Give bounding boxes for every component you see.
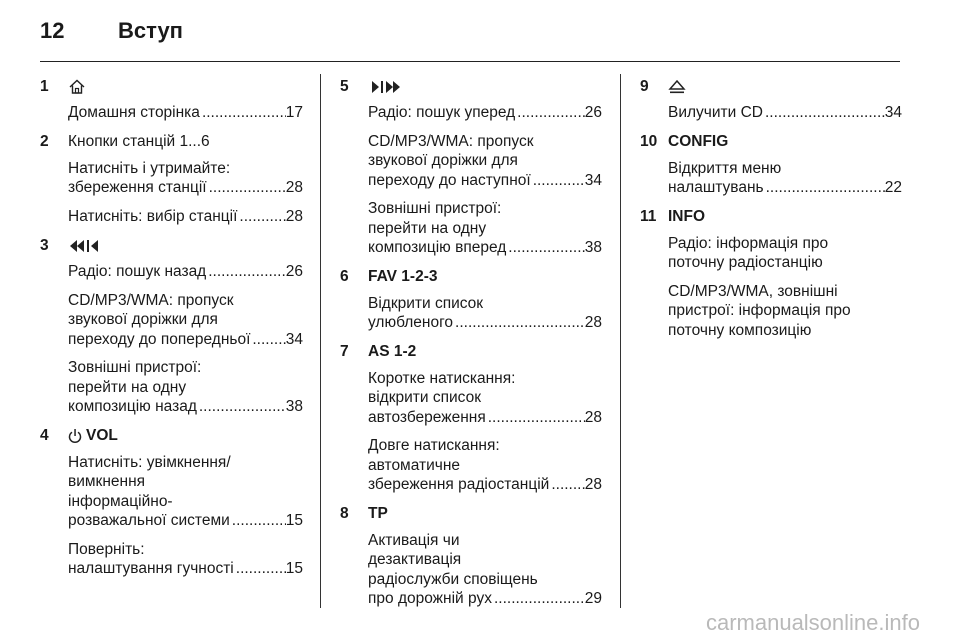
line-text: про дорожній рух bbox=[368, 590, 492, 607]
page-reference[interactable]: 38 bbox=[584, 239, 602, 256]
page-number: 12 bbox=[40, 18, 65, 43]
entry-description bbox=[668, 234, 902, 273]
entry-label: TP bbox=[368, 505, 388, 523]
entry-heading bbox=[340, 267, 602, 288]
entry-description bbox=[668, 103, 902, 123]
dot-leader bbox=[506, 238, 584, 258]
entry-10 bbox=[640, 132, 902, 198]
entry-label: INFO bbox=[668, 208, 706, 226]
toc-line bbox=[68, 511, 303, 531]
line-text: розважальної системи bbox=[68, 512, 230, 529]
line-text: CD/MP3/WMA: пропуск bbox=[368, 132, 534, 150]
page-reference[interactable]: 38 bbox=[285, 398, 303, 415]
page-reference[interactable]: 26 bbox=[584, 104, 602, 121]
entry-label: VOL bbox=[86, 427, 118, 445]
line-text: Вилучити CD bbox=[668, 104, 763, 121]
entry-number: 8 bbox=[340, 505, 349, 523]
line-text: улюбленого bbox=[368, 314, 454, 331]
page-reference[interactable]: 28 bbox=[584, 408, 602, 426]
dot-leader bbox=[764, 178, 885, 198]
entry-description bbox=[368, 369, 602, 428]
line-text: дезактивація bbox=[368, 551, 462, 568]
dot-leader bbox=[200, 103, 286, 123]
line-text: Відкриття меню bbox=[668, 159, 782, 177]
dot-leader bbox=[207, 178, 286, 198]
column-3 bbox=[640, 76, 902, 349]
dot-leader bbox=[486, 408, 585, 428]
toc-line bbox=[68, 178, 303, 198]
line-text: Зовнішні пристрої: bbox=[368, 200, 502, 217]
line-text: Натисніть і утримайте: bbox=[68, 159, 231, 177]
entry-11 bbox=[640, 207, 902, 341]
entry-description bbox=[68, 358, 303, 417]
entry-number: 10 bbox=[640, 133, 658, 151]
line-text: вимкнення bbox=[68, 473, 146, 490]
line-text: Натисніть: увімкнення/ bbox=[68, 453, 231, 471]
line-text: автозбереження bbox=[368, 408, 486, 426]
toc-line bbox=[668, 178, 902, 198]
entry-number: 4 bbox=[40, 427, 49, 445]
entry-heading bbox=[640, 76, 902, 97]
column-divider bbox=[620, 74, 621, 608]
entry-description bbox=[368, 531, 602, 609]
column-2 bbox=[340, 76, 602, 618]
entry-heading bbox=[40, 426, 303, 447]
seek-forward-icon bbox=[368, 79, 402, 95]
entry-number: 3 bbox=[40, 236, 49, 254]
entry-description bbox=[368, 103, 602, 123]
line-text: Коротке натискання: bbox=[368, 369, 516, 387]
line-text: Поверніть: bbox=[68, 540, 145, 558]
home-icon bbox=[68, 78, 86, 96]
dot-leader bbox=[492, 589, 585, 609]
line-text: звукової доріжки для bbox=[368, 152, 518, 169]
line-text: CD/MP3/WMA, зовнішні bbox=[668, 282, 838, 300]
page-reference[interactable]: 28 bbox=[584, 314, 602, 331]
dot-leader bbox=[197, 397, 286, 417]
column-1 bbox=[40, 76, 303, 588]
line-text: поточну радіостанцію bbox=[668, 254, 823, 271]
entry-label: AS 1-2 bbox=[368, 343, 417, 361]
entry-2 bbox=[40, 132, 303, 227]
dot-leader bbox=[230, 511, 286, 531]
entry-description bbox=[368, 132, 602, 191]
toc-line bbox=[368, 313, 602, 333]
eject-icon bbox=[668, 79, 686, 95]
toc-line bbox=[368, 589, 602, 609]
line-text: перейти на одну bbox=[68, 378, 187, 396]
line-text: збереження радіостанцій bbox=[368, 476, 550, 493]
dot-leader bbox=[763, 103, 885, 123]
dot-leader bbox=[234, 559, 286, 579]
entry-description bbox=[68, 453, 303, 531]
entry-number: 5 bbox=[340, 77, 349, 95]
line-text: композицію назад bbox=[68, 398, 197, 415]
line-text: Домашня сторінка bbox=[68, 104, 200, 121]
watermark: carmanualsonline.info bbox=[705, 610, 920, 635]
entry-description bbox=[368, 199, 602, 258]
page-reference[interactable]: 15 bbox=[285, 512, 303, 529]
page-reference[interactable]: 29 bbox=[584, 590, 602, 607]
entry-description bbox=[68, 159, 303, 198]
entry-1 bbox=[40, 76, 303, 123]
entry-number: 2 bbox=[40, 133, 49, 151]
entry-number: 7 bbox=[340, 343, 349, 361]
entry-description bbox=[68, 291, 303, 350]
toc-line bbox=[368, 103, 602, 123]
line-text: автоматичне bbox=[368, 456, 461, 474]
line-text: Зовнішні пристрої: bbox=[68, 359, 202, 376]
entry-number: 9 bbox=[640, 77, 649, 95]
line-text: Довге натискання: bbox=[368, 437, 500, 454]
line-text: відкрити список bbox=[368, 389, 481, 406]
entry-heading bbox=[340, 504, 602, 525]
line-text: налаштувань bbox=[668, 179, 764, 196]
entry-label: CONFIG bbox=[668, 133, 729, 151]
page-reference[interactable]: 34 bbox=[884, 104, 902, 121]
toc-line bbox=[68, 103, 303, 123]
toc-line bbox=[68, 207, 303, 227]
entry-description bbox=[368, 294, 602, 333]
page-reference[interactable]: 28 bbox=[584, 476, 602, 493]
line-text: Радіо: пошук назад bbox=[68, 263, 207, 280]
page-title: Вступ bbox=[118, 18, 183, 43]
line-text: перейти на одну bbox=[368, 219, 487, 237]
entry-description bbox=[368, 436, 602, 495]
line-text: Радіо: пошук уперед bbox=[368, 104, 516, 121]
page-reference[interactable]: 17 bbox=[285, 104, 303, 121]
page-reference[interactable]: 28 bbox=[285, 207, 303, 225]
entry-heading bbox=[340, 342, 602, 363]
dot-leader bbox=[515, 103, 585, 123]
entry-note: Кнопки станцій 1...6 bbox=[68, 133, 210, 151]
entry-7 bbox=[340, 342, 602, 495]
line-text: переходу до наступної bbox=[368, 171, 531, 189]
entry-number: 11 bbox=[640, 208, 657, 226]
toc-line bbox=[368, 408, 602, 428]
line-text: збереження станції bbox=[68, 179, 207, 196]
entry-heading bbox=[640, 207, 902, 228]
entry-8 bbox=[340, 504, 602, 609]
page-header bbox=[40, 18, 900, 52]
dot-leader bbox=[206, 262, 286, 282]
line-text: Активація чи bbox=[368, 531, 460, 549]
entry-description bbox=[68, 103, 303, 123]
power-icon bbox=[68, 428, 82, 444]
page-reference[interactable]: 34 bbox=[285, 330, 303, 348]
dot-leader bbox=[453, 313, 585, 333]
toc-line bbox=[668, 103, 902, 123]
page-reference[interactable]: 34 bbox=[584, 171, 602, 189]
toc-line bbox=[368, 238, 602, 258]
page-reference[interactable]: 15 bbox=[285, 560, 303, 577]
header-rule bbox=[40, 61, 900, 62]
entry-9 bbox=[640, 76, 902, 123]
line-text: Натисніть: вибір станції bbox=[68, 207, 238, 225]
entry-description bbox=[668, 159, 902, 198]
page-reference[interactable]: 28 bbox=[285, 179, 303, 196]
entry-3 bbox=[40, 235, 303, 417]
entry-number: 1 bbox=[40, 77, 49, 95]
entry-heading bbox=[40, 76, 303, 97]
entry-heading bbox=[640, 132, 902, 153]
toc-line bbox=[68, 330, 303, 350]
toc-line bbox=[68, 397, 303, 417]
column-divider bbox=[320, 74, 321, 608]
entry-4 bbox=[40, 426, 303, 579]
line-text: інформаційно- bbox=[68, 492, 173, 510]
toc-line bbox=[368, 475, 602, 495]
line-text: пристрої: інформація про bbox=[668, 302, 851, 319]
toc-line bbox=[368, 171, 602, 191]
dot-leader bbox=[531, 171, 585, 191]
entry-heading bbox=[340, 76, 602, 97]
line-text: радіослужби сповіщень bbox=[368, 570, 538, 588]
entry-number: 6 bbox=[340, 268, 349, 286]
line-text: поточну композицію bbox=[668, 321, 812, 339]
line-text: звукової доріжки для bbox=[68, 311, 218, 328]
line-text: Відкрити список bbox=[368, 294, 484, 312]
entry-label: FAV 1-2-3 bbox=[368, 268, 438, 286]
line-text: CD/MP3/WMA: пропуск bbox=[68, 291, 234, 309]
line-text: композицію вперед bbox=[368, 239, 507, 256]
entry-description bbox=[68, 207, 303, 227]
entry-heading bbox=[40, 132, 303, 153]
entry-6 bbox=[340, 267, 602, 333]
line-text: переходу до попередньої bbox=[68, 330, 251, 348]
page-reference[interactable]: 22 bbox=[884, 179, 902, 196]
line-text: Радіо: інформація про bbox=[668, 234, 829, 252]
entry-description bbox=[68, 540, 303, 579]
dot-leader bbox=[250, 330, 285, 350]
toc-line bbox=[68, 262, 303, 282]
entry-5 bbox=[340, 76, 602, 258]
entry-description bbox=[668, 282, 902, 341]
seek-back-icon bbox=[68, 238, 102, 254]
page-reference[interactable]: 26 bbox=[285, 263, 303, 280]
entry-description bbox=[68, 262, 303, 282]
toc-line bbox=[68, 559, 303, 579]
entry-heading bbox=[40, 235, 303, 256]
dot-leader bbox=[237, 207, 285, 227]
line-text: налаштування гучності bbox=[68, 560, 234, 577]
dot-leader bbox=[549, 475, 584, 495]
